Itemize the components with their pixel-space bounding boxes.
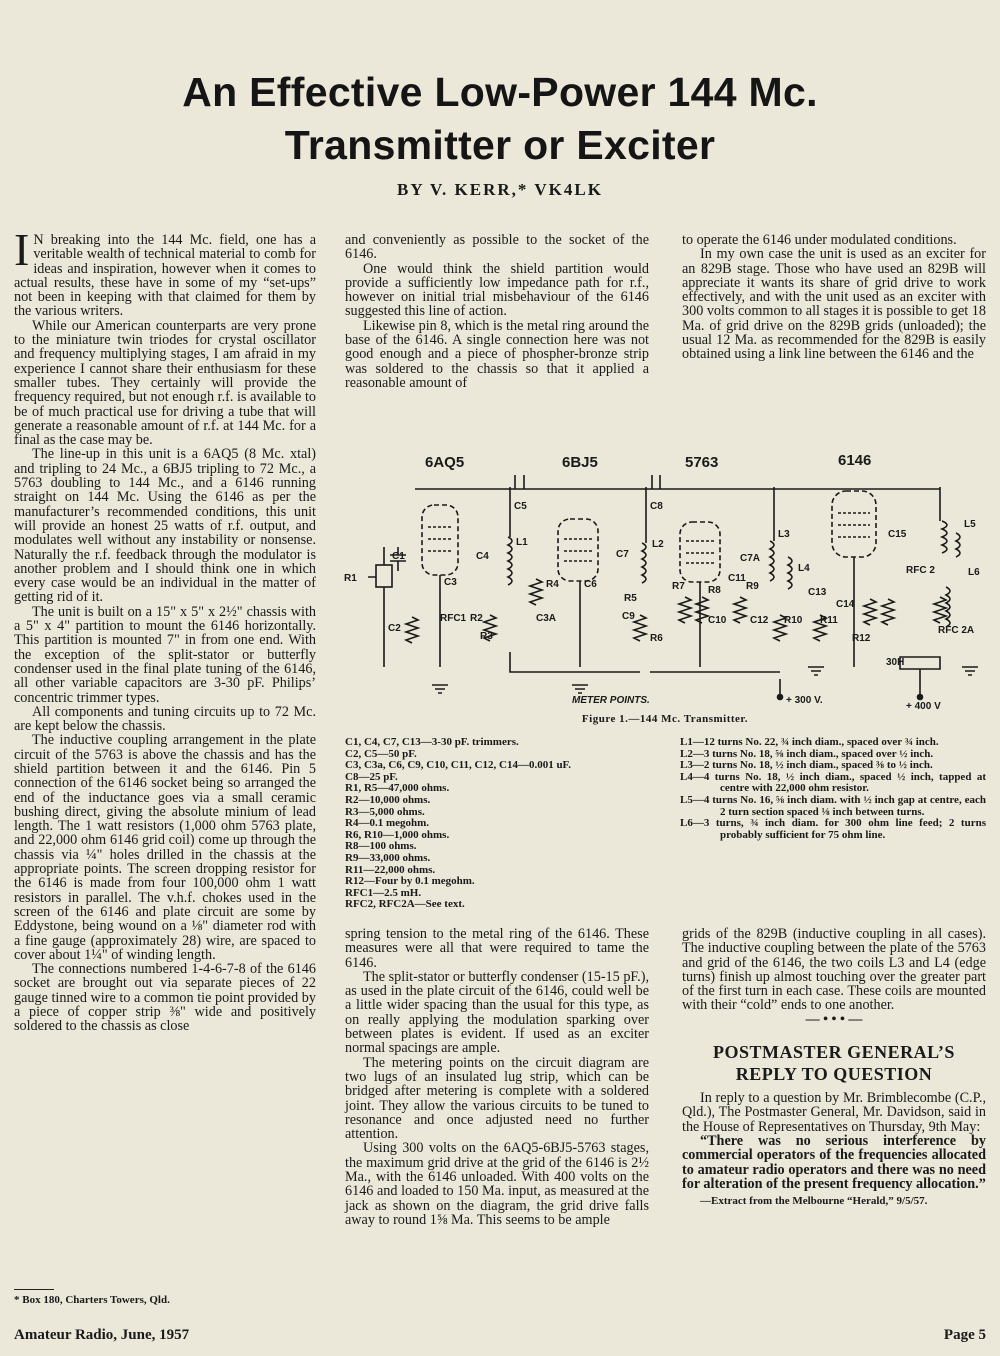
coil-item: L2—3 turns No. 18, ⅝ inch diam., spaced over ½ inch. [680, 747, 934, 760]
label-r4: R4 [546, 579, 559, 590]
tube-label-6146: 6146 [838, 452, 872, 469]
label-c6: C6 [584, 579, 597, 590]
label-c1: C1 [392, 551, 405, 562]
parts-item: RFC1—2.5 mH. [345, 886, 422, 899]
figure-caption: Figure 1.—144 Mc. Transmitter. [581, 713, 749, 725]
label-c2: C2 [388, 623, 401, 634]
sub-title-line-1: POSTMASTER GENERAL’S [713, 1042, 955, 1063]
parts-item: C8—25 pF. [345, 770, 398, 783]
label-c8: C8 [650, 501, 663, 512]
label-l1: L1 [516, 537, 528, 548]
label-rfc2: RFC 2 [906, 565, 935, 576]
section-separator: — • • • — [805, 1011, 863, 1027]
parts-item: R8—100 ohms. [345, 840, 417, 853]
byline: BY V. KERR,* VK4LK [397, 180, 603, 199]
label-r7: R7 [672, 581, 685, 592]
column-3-bottom [682, 927, 986, 1207]
title-line-1: An Effective Low-Power 144 Mc. [182, 69, 818, 115]
article-title [0, 66, 1000, 172]
column-3-top [682, 233, 986, 362]
footer-publication: Amateur Radio, June, 1957 [14, 1327, 190, 1343]
label-c15: C15 [888, 529, 907, 540]
label-l6: L6 [968, 567, 980, 578]
label-r6: R6 [650, 633, 663, 644]
paragraph: The inductive coupling arrangement in the plate circuit of the 5763 is above the chassis and has the shield partition between it and the 6146. Pin 5 connection of the 6146 socket being so arranged the end of the inductance goes via a small ceramic bushing direct, giving the absolute minium of lead length. The 1 watt resistors (1,000 ohm 5763 plate, and 22,000 ohm 6146 grid coil) come up through the chassis via ¼" holes drilled in the chassis at the appropriate points. The screen dropping resistor for the 6146 is made from four 100,000 ohm 1 watt resistors in parallel. The v.h.f. chokes used in the screen of the 6146 and plate circuit are some by Eddystone, being wound on a ⅛" diameter rod with a fine gauge (approximately 28) wire, are spaced to cover about 1¼" of winding length. [14, 732, 316, 963]
parts-item: R6, R10—1,000 ohms. [345, 828, 450, 841]
label-r5: R5 [624, 593, 637, 604]
tube-label-5763: 5763 [685, 454, 719, 471]
paragraph: The unit is built on a 15" x 5" x 2½" chassis with a 5" x 4" partition to mount the 6146 horizontally. This partition is mounted 7" in from one end. With the exception of the split-stator or butterfly condenser used in the final plate tuning of the 6146, all other variable capacitors are 3-30 pF. Philips’ concentric trimmer types. [14, 603, 316, 706]
label-l4: L4 [798, 563, 810, 574]
paragraph: In reply to a question by Mr. Brimblecombe (C.P., Qld.), The Postmaster General, Mr. Davidson, said in the House of Representatives on Thursday, 9th May: [682, 1090, 986, 1135]
label-c7: C7 [616, 549, 629, 560]
sub-title-line-2: REPLY TO QUESTION [735, 1064, 933, 1085]
label-rfc1: RFC1 [440, 613, 467, 624]
label-r3: R3 [480, 631, 493, 642]
label-c14: C14 [836, 599, 855, 610]
label-30h: 30H [886, 657, 905, 668]
parts-list-left [345, 737, 665, 911]
label-c5: C5 [514, 501, 527, 512]
v400-label: + 400 V [906, 701, 941, 712]
label-l5: L5 [964, 519, 976, 530]
paragraph: The connections numbered 1-4-6-7-8 of the 6146 socket are brought out via separate pieces of 22 gauge tinned wire to a common tie point provided by a piece of copper strip ⅜" wide and positively soldered to the chassis as close [14, 961, 316, 1035]
parts-item: R1, R5—47,000 ohms. [345, 782, 450, 795]
label-r2: R2 [470, 613, 483, 624]
label-r8: R8 [708, 585, 721, 596]
paragraph [14, 224, 316, 320]
label-c13: C13 [808, 587, 827, 598]
label-c12: C12 [750, 615, 769, 626]
parts-item: C1, C4, C7, C13—3-30 pF. trimmers. [345, 736, 519, 748]
circuit-schematic [340, 447, 990, 717]
paragraph: to operate the 6146 under modulated conditions. [682, 232, 957, 248]
footnote-rule [14, 1289, 54, 1290]
parts-item: C3, C3a, C6, C9, C10, C11, C12, C14—0.001 uF. [345, 759, 572, 772]
coil-item: L5—4 turns No. 16, ⅝ inch diam. with ½ inch gap at centre, each 2 turn section spaced ⅛ inch between turns. [680, 793, 986, 818]
label-r10: R10 [784, 615, 803, 626]
paragraph: One would think the shield partition would provide a sufficiently low impedance path for r.f., however on initial trial misbehaviour of the 6146 suggested this line of action. [345, 260, 649, 320]
paragraph: The line-up in this unit is a 6AQ5 (8 Mc. xtal) and tripling to 24 Mc., a 6BJ5 tripling to 72 Mc., a 5763 doubling to 144 Mc., and a 6146 running straight on 144 Mc. Using the 6146 as per the manufacturer’s recommended conditions, this unit will provide an honest 25 watts of r.f. output, and modulates well without any instability or nonsense. Naturally the r.f. feedback through the modulator is another problem and I should think one in which every case would be an individual in the matter of getting rid of it. [14, 446, 316, 606]
column-2-top [345, 233, 649, 390]
extract-credit: —Extract from the Melbourne “Herald,” 9/5/57. [700, 1195, 928, 1208]
meter-points-label: METER POINTS. [572, 695, 650, 706]
label-c3a: C3A [536, 613, 557, 624]
paragraph: The split-stator or butterfly condenser (15-15 pF.), as used in the plate circuit of the 6146, could well be a little wider spacing than the usual for this type, as on really applying the modulation sparking over between plates is evident. If used as an exciter normal spacings are ample. [345, 968, 649, 1057]
parts-item: RFC2, RFC2A—See text. [345, 898, 465, 911]
label-rfc2a: RFC 2A [938, 625, 975, 636]
label-c4: C4 [476, 551, 489, 562]
label-r12: R12 [852, 633, 871, 644]
v300-label: + 300 V. [786, 695, 823, 706]
label-l2: L2 [652, 539, 664, 550]
coil-item: L6—3 turns, ¾ inch diam. for 300 ohm line feed; 2 turns probably sufficient for 75 ohm line. [680, 817, 986, 841]
parts-item: R4—0.1 megohm. [345, 817, 430, 830]
parts-item: C2, C5—50 pF. [345, 747, 417, 760]
paragraph: spring tension to the metal ring of the 6146. These measures were all that were required to tame the 6146. [345, 926, 649, 971]
parts-item: R9—33,000 ohms. [345, 851, 431, 864]
title-line-2: Transmitter or Exciter [284, 122, 716, 168]
paragraph: The metering points on the circuit diagram are two lugs of an insulated lug strip, which can be bridged after metering is complete with a soldered joint. They allow the various circuits to be tuned to resonance and once adjusted need no further attention. [345, 1054, 649, 1143]
parts-item: R12—Four by 0.1 megohm. [345, 875, 475, 888]
label-l3: L3 [778, 529, 790, 540]
label-c3: C3 [444, 577, 457, 588]
footnote: * Box 180, Charters Towers, Qld. [14, 1294, 170, 1306]
tube-label-6aq5: 6AQ5 [425, 454, 465, 471]
label-r11: R11 [820, 615, 838, 626]
label-r1: R1 [344, 573, 357, 584]
paragraph: Likewise pin 8, which is the metal ring around the base of the 6146. A single connection here was not good enough and a piece of phospher-bronze strip was soldered to the chassis so that it applied a reasonable amount of [345, 317, 649, 391]
tube-label-6bj5: 6BJ5 [562, 454, 598, 471]
paragraph: and conveniently as possible to the socket of the 6146. [345, 232, 649, 263]
drop-cap: I [14, 224, 30, 275]
parts-item: R2—10,000 ohms. [345, 793, 431, 806]
label-c9: C9 [622, 611, 635, 622]
paragraph: grids of the 829B (inductive coupling in all cases). The inductive coupling between the plate of the 5763 and grid of the 6146, the two coils L3 and L4 (edge turns) finish up almost touching over the greater part of the first turn in each case. These coils are mounted with their “cold” ends to one another. [682, 926, 986, 1014]
parts-item: R11—22,000 ohms. [345, 863, 436, 876]
label-c7a: C7A [740, 553, 761, 564]
label-r9: R9 [746, 581, 759, 592]
coil-item: L3—2 turns No. 18, ½ inch diam., spaced ⅜ to ½ inch. [680, 759, 933, 772]
footer-page-number: Page 5 [943, 1327, 986, 1343]
sub-article-title [682, 1041, 986, 1085]
label-c10: C10 [708, 615, 727, 626]
paragraph: In my own case the unit is used as an exciter for an 829B stage. Those who have used an 829B will appreciate it wants its share of grid drive to work effectively, and with the unit used as an exciter with 300 volts common to all stages it is possible to get 18 Ma. of grid drive on the 829B grids (unloaded); the usual 12 Ma. as recommended for the 829B is easily obtained using a link line between the 6146 and the [682, 246, 986, 363]
parts-item: R3—5,000 ohms. [345, 805, 425, 818]
paragraph-text: N breaking into the 144 Mc. field, one has a veritable wealth of technical material to comb for ideas and inspiration, however when it comes to actual results, these have in some of my “set-ups” not been in keeping with that claimed for them by the various writers. [14, 232, 316, 320]
column-1 [14, 224, 316, 1035]
label-c11: C11 [728, 573, 746, 584]
coil-item: L1—12 turns No. 22, ¾ inch diam., spaced over ¾ inch. [680, 736, 939, 748]
column-2-bottom [345, 927, 649, 1227]
paragraph: Using 300 volts on the 6AQ5-6BJ5-5763 stages, the maximum grid drive at the grid of the 6146 is 2½ Ma., with the 6146 unloaded. With 400 volts on the 6146 and loaded to 150 Ma. input, as measured at the jack as shown on the diagram, the grid drive falls away to round 1⅝ Ma. This seems to be ample [345, 1140, 649, 1228]
parts-list-right [680, 737, 986, 841]
paragraph: All components and tuning circuits up to 72 Mc. are kept below the chassis. [14, 703, 316, 735]
paragraph: While our American counterparts are very prone to the miniature twin triodes for crystal oscillator and frequency multiplying stages, I am afraid in my experience I cannot share their enthusiasm for these smaller tubes. They certainly will provide the frequency required, but not enough r.f. is available to be of much practical use for driving a tube that will generate a reasonable amount of r.f. at 144 Mc. for a final as the case may be. [14, 317, 316, 449]
quote: “There was no serious interference by commercial operators of the frequencies allocated to amateur radio operators and there was no need for alteration of the present frequency allocation.” [682, 1132, 986, 1192]
coil-item: L4—4 turns No. 18, ½ inch diam., spaced ½ inch, tapped at centre with 22,000 ohm resistor. [680, 770, 986, 795]
